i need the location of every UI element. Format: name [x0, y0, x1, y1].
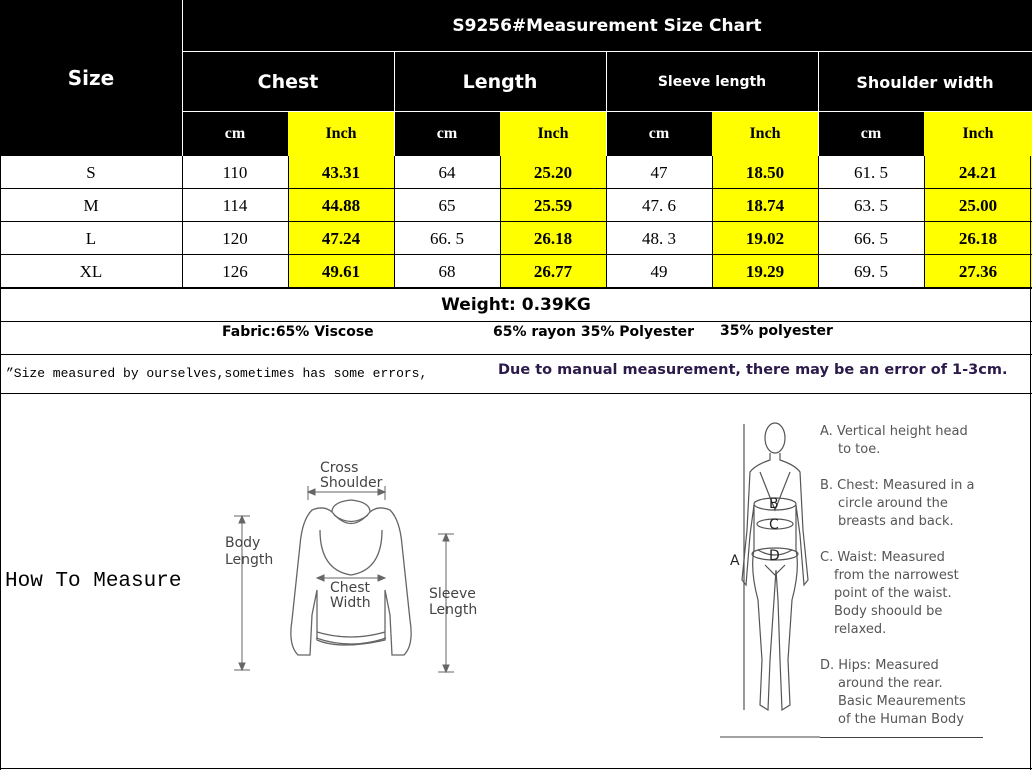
body-diagram — [720, 410, 820, 740]
size-cell: XL — [79, 261, 103, 281]
how-to-measure-title: How To Measure — [5, 570, 182, 593]
inch-value-cell: 26.18 — [500, 222, 606, 255]
size-cell: S — [86, 162, 96, 182]
cross-shoulder-label-2: Shoulder — [320, 475, 383, 491]
sleeve-length-label-1: Sleeve — [429, 586, 476, 602]
cm-value-cell: 126 — [222, 261, 248, 281]
unit-cm-header: cm — [224, 125, 246, 142]
unit-cm-header: cm — [860, 125, 882, 142]
inch-value-cell: 47.24 — [288, 222, 394, 255]
legend-c: C. Waist: Measured from the narrowest point of the waist. Body shoould be relaxed. — [820, 550, 959, 637]
note-text-1: ”Size measured by ourselves,sometimes has some errors, — [6, 366, 428, 381]
unit-inch-header: Inch — [924, 112, 1032, 156]
cm-value-cell: 110 — [222, 162, 248, 182]
cm-value-cell: 65 — [438, 195, 456, 215]
fabric-text-3: 35% polyester — [720, 323, 833, 339]
unit-inch-header: Inch — [288, 112, 394, 156]
unit-cm-header: cm — [648, 125, 670, 142]
fabric-text-1: Fabric:65% Viscose — [222, 324, 374, 340]
size-cell: L — [85, 228, 97, 248]
inch-value-cell: 27.36 — [924, 255, 1032, 288]
inch-value-cell: 19.02 — [712, 222, 818, 255]
inch-value-cell: 19.29 — [712, 255, 818, 288]
chest-width-label-2: Width — [330, 595, 371, 611]
sweater-diagram — [220, 450, 490, 690]
cm-value-cell: 48. 3 — [642, 228, 676, 248]
inch-value-cell: 18.74 — [712, 189, 818, 222]
legend-d: D. Hips: Measured around the rear. Basic Meaurements of the Human Body — [820, 658, 966, 727]
inch-value-cell: 26.18 — [924, 222, 1032, 255]
chart-title: S9256#Measurement Size Chart — [452, 16, 762, 36]
inch-value-cell: 25.59 — [500, 189, 606, 222]
inch-value-cell: 44.88 — [288, 189, 394, 222]
cm-value-cell: 61. 5 — [854, 162, 888, 182]
inch-value-cell: 25.00 — [924, 189, 1032, 222]
length-header: Length — [462, 71, 538, 93]
marker-b: B — [769, 496, 779, 512]
note-text-2: Due to manual measurement, there may be an error of 1-3cm. — [498, 362, 1008, 378]
inch-value-cell: 18.50 — [712, 156, 818, 189]
sleeve-length-label-2: Length — [429, 602, 478, 618]
cm-value-cell: 47. 6 — [642, 195, 676, 215]
body-length-label-2: Length — [225, 552, 274, 568]
inch-value-cell: 49.61 — [288, 255, 394, 288]
cm-value-cell: 63. 5 — [854, 195, 888, 215]
chest-header: Chest — [257, 71, 319, 93]
inch-value-cell: 43.31 — [288, 156, 394, 189]
cm-value-cell: 114 — [222, 195, 248, 215]
inch-value-cell: 26.77 — [500, 255, 606, 288]
size-cell: M — [83, 195, 99, 215]
fabric-text-2: 65% rayon 35% Polyester — [493, 324, 694, 340]
unit-inch-header: Inch — [712, 112, 818, 156]
cm-value-cell: 49 — [650, 261, 668, 281]
marker-d: D — [769, 548, 780, 564]
cross-shoulder-label-1: Cross — [320, 460, 359, 476]
inch-value-cell: 25.20 — [500, 156, 606, 189]
sleeve-length-header: Sleeve length — [657, 74, 767, 90]
marker-a: A — [730, 553, 740, 569]
measurement-legend — [820, 423, 1020, 729]
marker-c: C — [769, 517, 779, 533]
inch-value-cell: 24.21 — [924, 156, 1032, 189]
shoulder-width-header: Shoulder width — [856, 72, 994, 92]
chest-width-label-1: Chest — [330, 580, 371, 596]
cm-value-cell: 66. 5 — [430, 228, 464, 248]
legend-a: A. Vertical height head to toe. — [820, 424, 968, 457]
cm-value-cell: 47 — [650, 162, 668, 182]
weight-text: Weight: 0.39KG — [441, 295, 591, 315]
cm-value-cell: 68 — [438, 261, 456, 281]
cm-value-cell: 69. 5 — [854, 261, 888, 281]
unit-cm-header: cm — [436, 125, 458, 142]
cm-value-cell: 120 — [222, 228, 248, 248]
body-length-label-1: Body — [225, 535, 261, 551]
size-header: Size — [67, 66, 115, 90]
unit-inch-header: Inch — [500, 112, 606, 156]
cm-value-cell: 66. 5 — [854, 228, 888, 248]
cm-value-cell: 64 — [438, 162, 456, 182]
legend-b: B. Chest: Measured in a circle around the breasts and back. — [820, 478, 975, 529]
